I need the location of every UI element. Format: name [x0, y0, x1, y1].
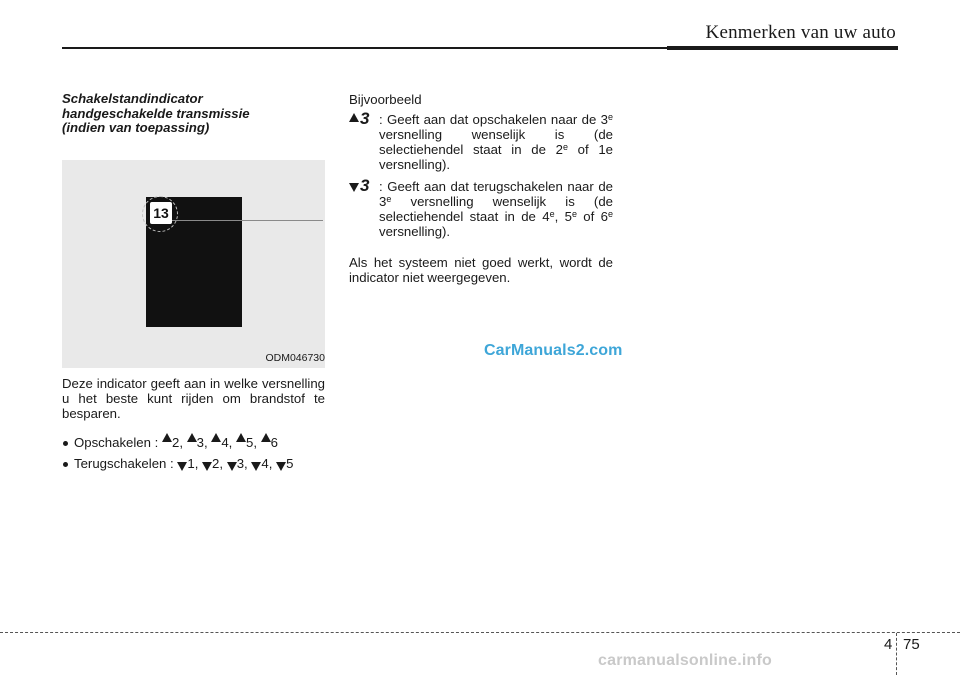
superscript: e: [571, 209, 577, 219]
section-title: [62, 92, 325, 136]
indicator-number: 3: [360, 109, 370, 128]
text-segment: of 1e versnelling).: [379, 142, 613, 172]
upshift-label: Opschakelen :: [74, 434, 159, 450]
example-downshift-text: [379, 179, 613, 239]
arrow-up-icon: [187, 437, 197, 447]
watermark-link[interactable]: CarManuals2.com: [484, 342, 623, 359]
superscript: e: [607, 112, 613, 122]
arrow-down-icon: [251, 458, 261, 468]
example-downshift: [349, 176, 613, 239]
gear-value: 2,: [171, 434, 183, 450]
footer-rule: [0, 632, 960, 633]
cluster-divider: [156, 220, 323, 221]
arrow-down-icon: [276, 458, 286, 468]
text-segment: of 6: [576, 209, 608, 224]
superscript: e: [549, 209, 555, 219]
arrow-down-icon: [227, 458, 237, 468]
chapter-number: 4: [884, 636, 893, 653]
description-paragraph: Deze indicator geeft aan in welke versnelling u het beste kunt rijden om brandstof te besparen.: [62, 375, 325, 421]
example-upshift-text: [379, 112, 613, 172]
header-title: Kenmerken van uw auto: [705, 22, 896, 43]
text-segment: : Geeft aan dat terugschakelen naar de 3: [379, 179, 613, 209]
gear-value: 1,: [187, 455, 199, 471]
arrow-up-icon: [211, 437, 221, 447]
section-title-line: handgeschakelde transmissie: [62, 105, 250, 121]
figure-code: ODM046730: [265, 351, 325, 364]
text-segment: versnelling wenselijk is (de selectiehendel staat in de 2: [379, 127, 613, 157]
arrow-up-icon: [261, 437, 271, 447]
arrow-down-icon: [202, 458, 212, 468]
left-column: [62, 92, 325, 477]
footer-divider: [896, 633, 897, 675]
gear-value: 3,: [236, 455, 248, 471]
arrow-up-icon: [349, 111, 359, 121]
upshift-indicator-icon: [349, 111, 377, 127]
text-segment: , 5: [554, 209, 572, 224]
right-column: [349, 92, 613, 285]
example-upshift: [349, 109, 613, 172]
downshift-label: Terugschakelen :: [74, 455, 174, 471]
gear-list: [62, 435, 325, 471]
footer-watermark-link[interactable]: carmanualsonline.info: [598, 652, 773, 669]
example-heading: Bijvoorbeeld: [349, 92, 422, 107]
text-segment: versnelling).: [379, 224, 451, 239]
superscript: e: [386, 194, 392, 204]
section-title-line: (indien van toepassing): [62, 120, 210, 135]
gear-value: 2,: [212, 455, 224, 471]
superscript: e: [562, 142, 568, 152]
arrow-down-icon: [349, 178, 359, 188]
arrow-down-icon: [177, 458, 187, 468]
section-title-line: Schakelstandindicator: [62, 91, 203, 106]
superscript: e: [607, 209, 613, 219]
gear-value: 3,: [196, 434, 208, 450]
gear-shift-indicator-icon: 13: [150, 202, 172, 224]
indicator-number: 3: [360, 176, 370, 195]
gear-value: 5,: [246, 434, 257, 450]
text-segment: : Geeft aan dat opschakelen naar de 3: [379, 112, 608, 127]
header-rule-accent: [667, 46, 898, 50]
downshift-indicator-icon: [349, 178, 377, 194]
arrow-up-icon: [162, 437, 172, 447]
arrow-up-icon: [236, 437, 246, 447]
gear-value: 4,: [261, 455, 273, 471]
page-number: 75: [903, 636, 920, 653]
gear-value: 6: [270, 434, 279, 450]
gear-value: 4,: [221, 434, 233, 450]
text-segment: versnelling wenselijk is (de selectiehendel staat in de 4: [379, 194, 613, 224]
malfunction-note: Als het systeem niet goed werkt, wordt de indicator niet weergegeven.: [349, 255, 613, 285]
downshift-item: [62, 456, 325, 471]
upshift-item: [62, 435, 325, 450]
instrument-cluster-figure: [62, 160, 325, 368]
gear-value: 5: [286, 455, 294, 471]
